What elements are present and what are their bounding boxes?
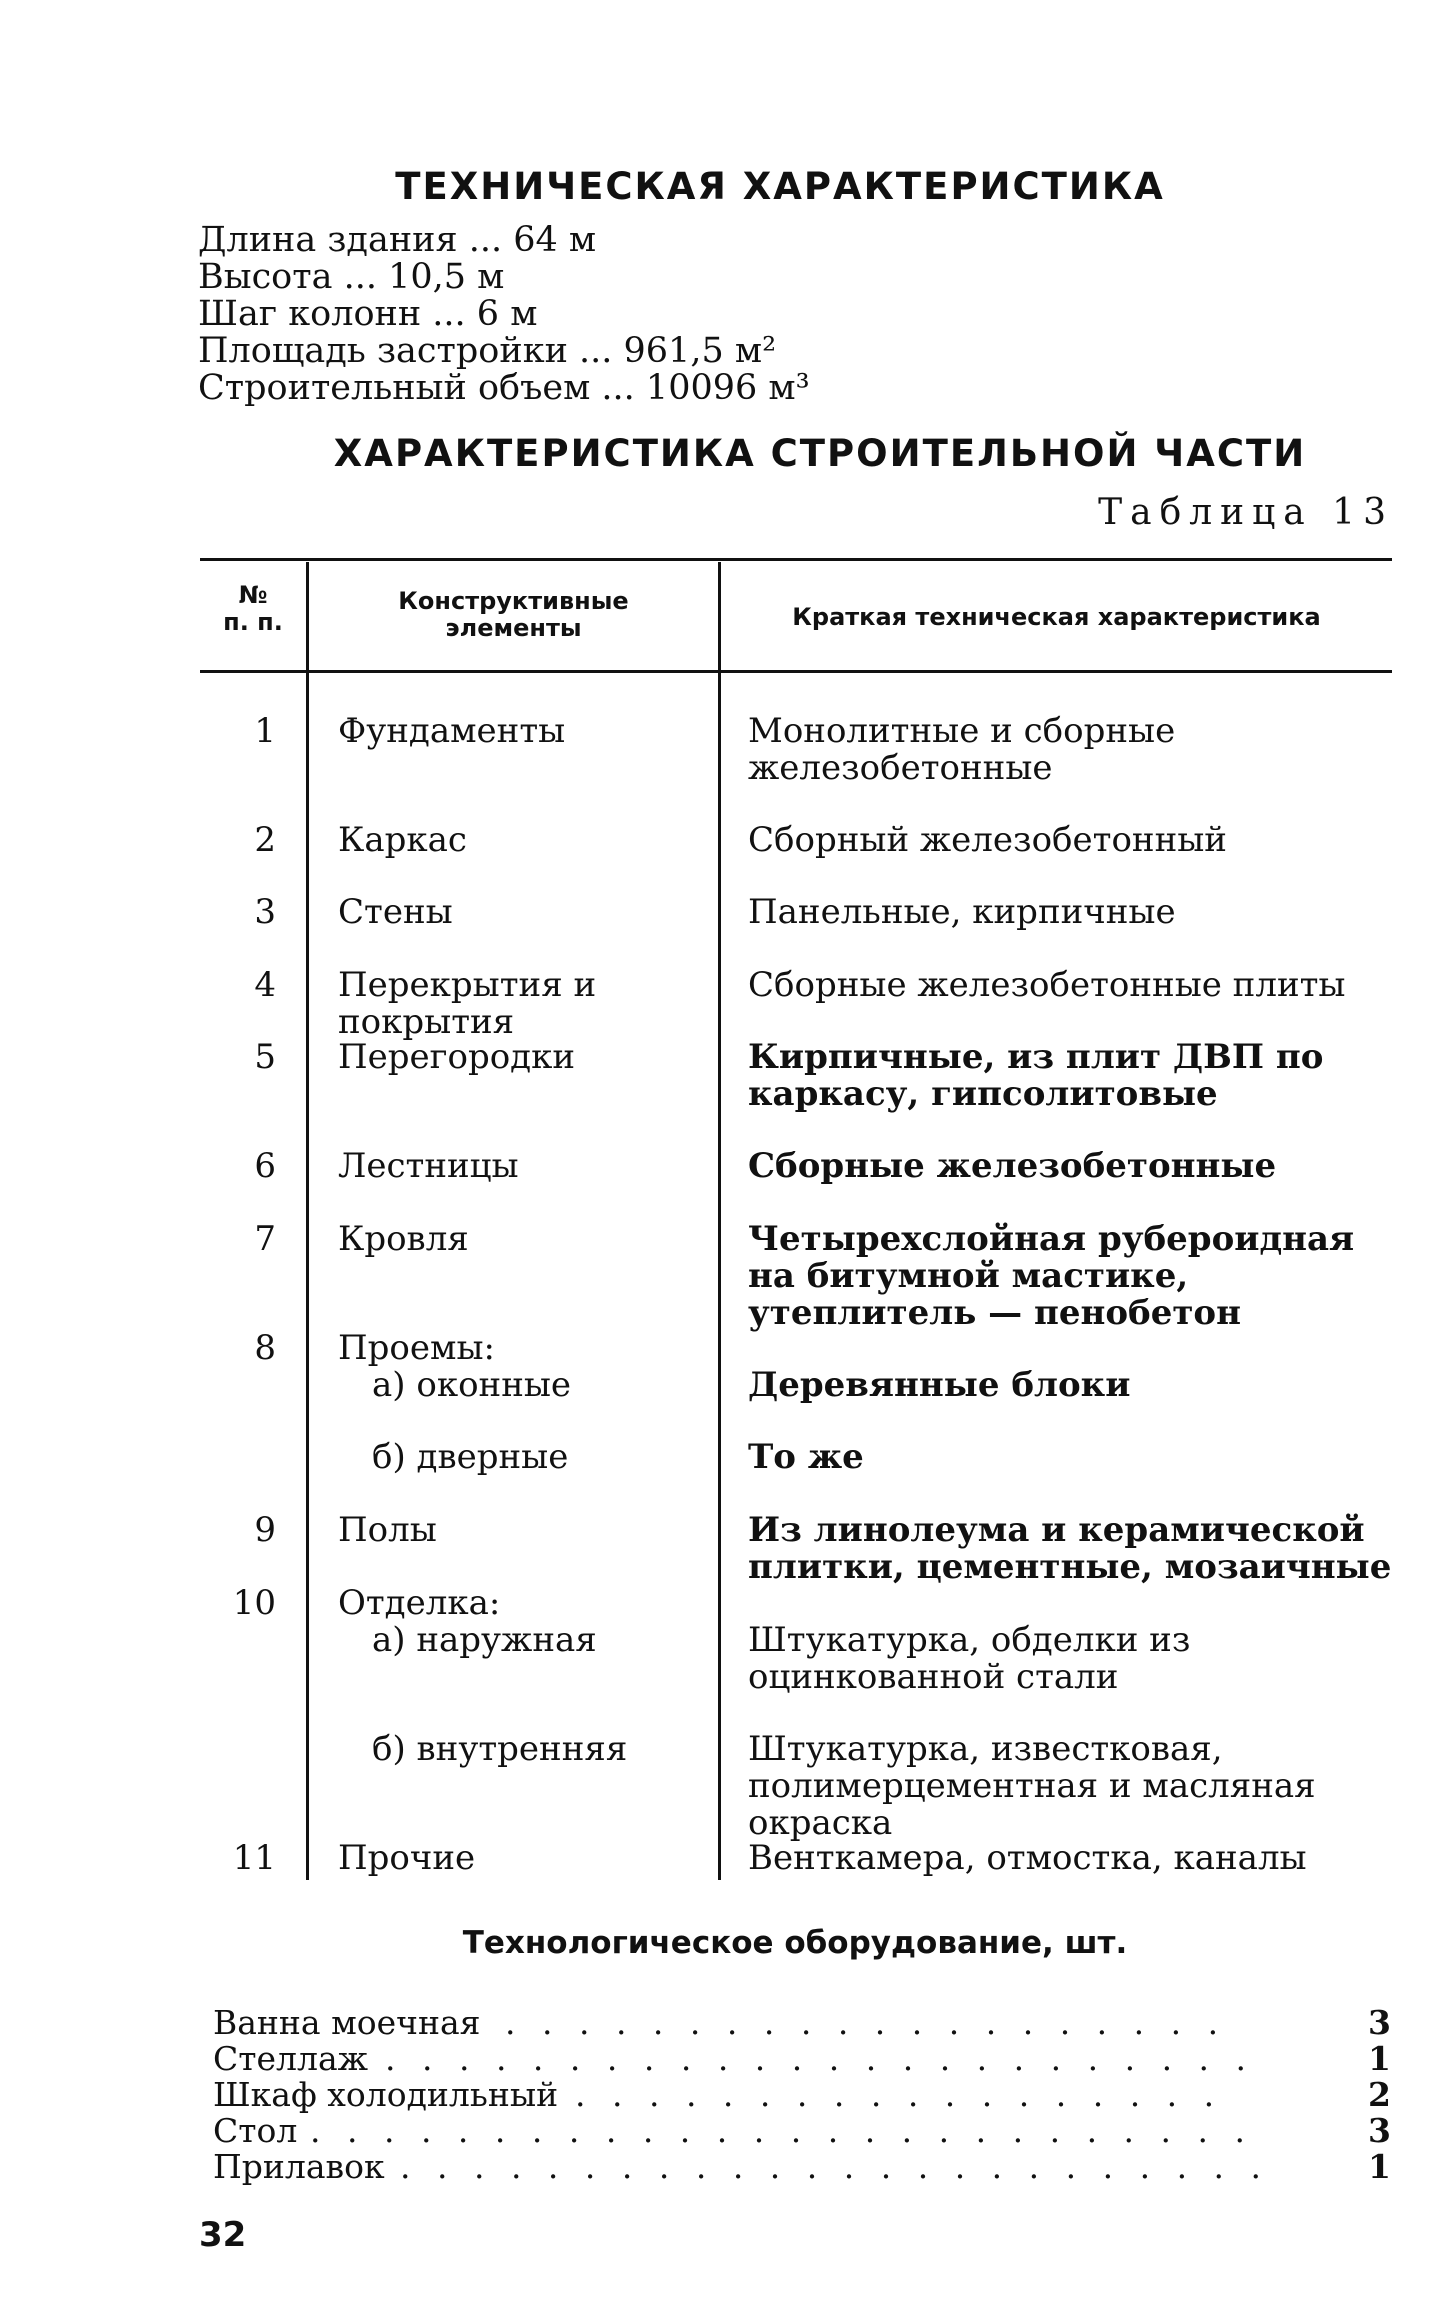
row-element: Каркас	[338, 820, 467, 860]
row-number: 6	[254, 1146, 276, 1186]
spec-line: Строительный объем ... 10096 м³	[198, 368, 810, 408]
row-element: Стены	[338, 892, 453, 932]
header-element: Конструктивные элементы	[398, 587, 629, 642]
header-num: № п. п.	[223, 581, 283, 636]
column-divider	[306, 562, 309, 1880]
row-description: Сборные железобетонные плиты	[748, 965, 1346, 1005]
spec-line: Высота ... 10,5 м	[198, 257, 505, 297]
leader-dots: . . . . . . . . . . . . . . . . . .	[575, 2075, 1223, 2114]
row-element: а) оконные	[372, 1365, 572, 1405]
equipment-count: 1	[1368, 2147, 1391, 2186]
row-element: Фундаменты	[338, 711, 566, 751]
row-number: 7	[254, 1219, 276, 1259]
row-element: б) дверные	[372, 1437, 569, 1477]
row-element: Полы	[338, 1510, 437, 1550]
spec-line: Площадь застройки ... 961,5 м²	[198, 331, 777, 371]
column-divider	[718, 562, 721, 1880]
table-top-rule	[200, 558, 1392, 561]
table-header-rule	[200, 670, 1392, 673]
leader-dots: . . . . . . . . . . . . . . . . . . . . . . . . . .	[310, 2111, 1253, 2150]
row-element: Проемы:	[338, 1328, 495, 1368]
row-number: 4	[254, 965, 276, 1005]
row-number: 5	[254, 1037, 276, 1077]
row-description: Сборные железобетонные	[748, 1146, 1277, 1186]
row-number: 9	[254, 1510, 276, 1550]
row-description: Четырехслойная рубероидная на битумной мастике, утеплитель — пенобетон	[748, 1219, 1355, 1333]
row-description: То же	[748, 1437, 864, 1477]
equipment-title: Технологическое оборудование, шт.	[462, 1925, 1128, 1961]
part-title: ХАРАКТЕРИСТИКА СТРОИТЕЛЬНОЙ ЧАСТИ	[333, 432, 1307, 475]
tech-title: ТЕХНИЧЕСКАЯ ХАРАКТЕРИСТИКА	[395, 165, 1165, 208]
leader-dots: . . . . . . . . . . . . . . . . . . . .	[505, 2003, 1227, 2042]
row-description: Штукатурка, обделки из оцинкованной стали	[748, 1620, 1191, 1697]
equipment-name: Стол	[213, 2111, 298, 2150]
equipment-count: 2	[1368, 2075, 1391, 2114]
row-number: 10	[232, 1583, 276, 1623]
leader-dots: . . . . . . . . . . . . . . . . . . . . . . . .	[400, 2147, 1270, 2186]
equipment-count: 3	[1368, 2003, 1391, 2042]
row-description: Деревянные блоки	[748, 1365, 1131, 1405]
equipment-name: Ванна моечная	[213, 2003, 481, 2042]
equipment-name: Прилавок	[213, 2147, 385, 2186]
spec-line: Шаг колонн ... 6 м	[198, 294, 538, 334]
equipment-name: Шкаф холодильный	[213, 2075, 559, 2114]
row-description: Кирпичные, из плит ДВП по каркасу, гипсолитовые	[748, 1037, 1324, 1114]
row-number: 11	[232, 1838, 276, 1878]
row-description: Сборный железобетонный	[748, 820, 1227, 860]
row-number: 2	[254, 820, 276, 860]
row-element: Кровля	[338, 1219, 469, 1259]
row-description: Монолитные и сборные железобетонные	[748, 711, 1176, 788]
row-number: 8	[254, 1328, 276, 1368]
table-label: Таблица 13	[1098, 492, 1394, 533]
row-element: Отделка:	[338, 1583, 501, 1623]
row-element: Прочие	[338, 1838, 476, 1878]
equipment-name: Стеллаж	[213, 2039, 368, 2078]
row-element: а) наружная	[372, 1620, 597, 1660]
page-number: 32	[199, 2215, 247, 2255]
row-description: Панельные, кирпичные	[748, 892, 1176, 932]
row-element: Лестницы	[338, 1146, 519, 1186]
header-description: Краткая техническая характеристика	[792, 603, 1321, 631]
row-element: Перекрытия и покрытия	[338, 965, 597, 1042]
leader-dots: . . . . . . . . . . . . . . . . . . . . . . . .	[385, 2039, 1255, 2078]
equipment-count: 3	[1368, 2111, 1391, 2150]
row-description: Штукатурка, известковая, полимерцементная и масляная окраска	[748, 1729, 1316, 1843]
row-element: б) внутренняя	[372, 1729, 628, 1769]
row-element: Перегородки	[338, 1037, 576, 1077]
row-description: Венткамера, отмостка, каналы	[748, 1838, 1307, 1878]
spec-line: Длина здания ... 64 м	[198, 220, 597, 260]
equipment-count: 1	[1368, 2039, 1391, 2078]
row-number: 1	[254, 711, 276, 751]
row-number: 3	[254, 892, 276, 932]
row-description: Из линолеума и керамической плитки, цементные, мозаичные	[748, 1510, 1392, 1587]
